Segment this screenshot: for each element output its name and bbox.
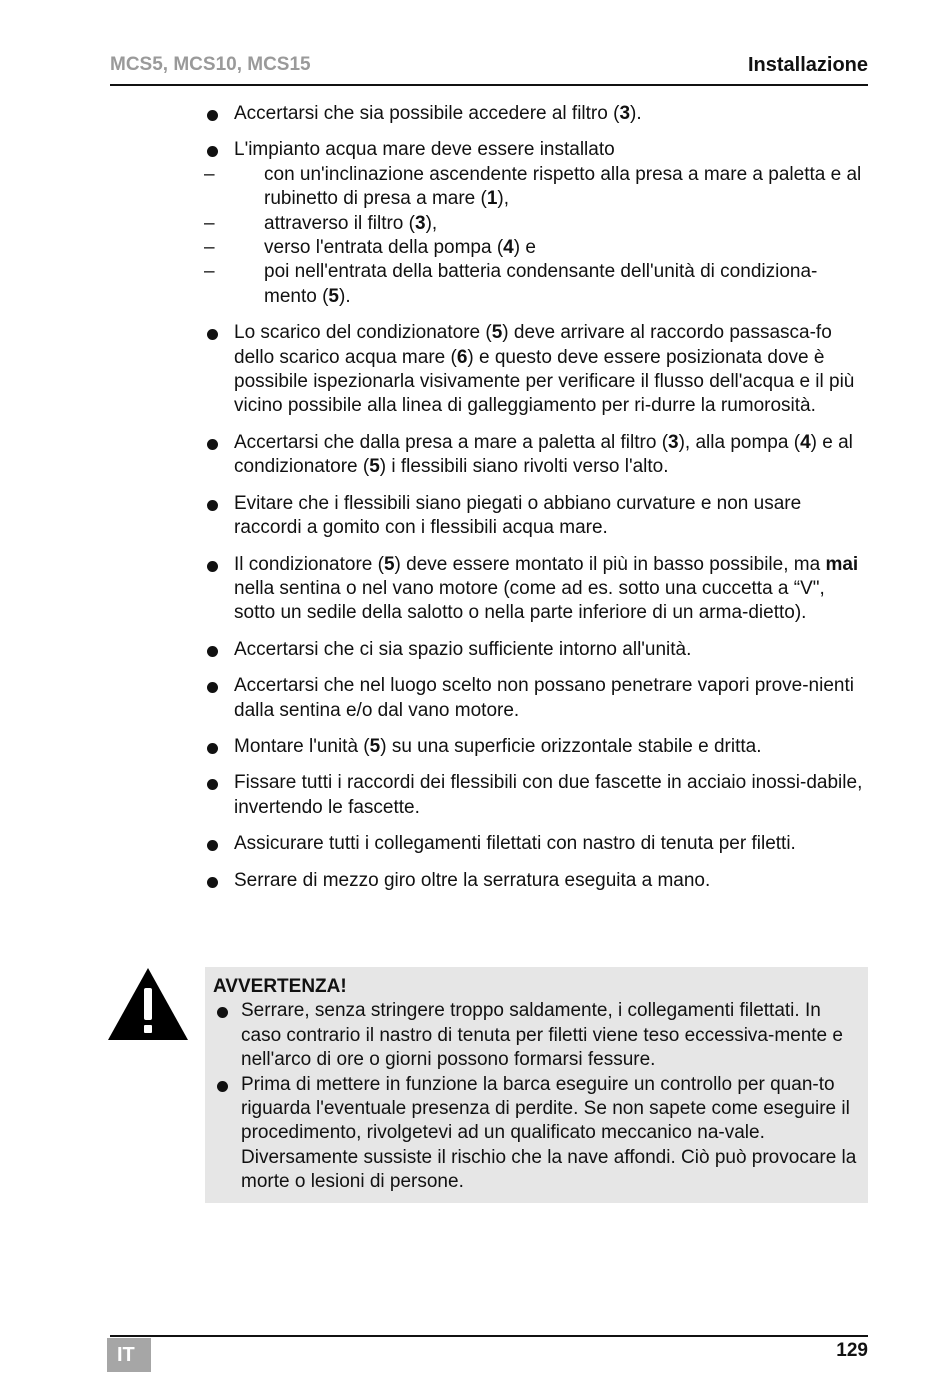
- bullet-icon: [207, 329, 218, 340]
- instruction-list: [204, 102, 868, 905]
- bullet-icon: [207, 146, 218, 157]
- dash-icon: –: [204, 261, 215, 283]
- list-item: Serrare di mezzo giro oltre la serratura eseguita a mano.: [204, 869, 868, 893]
- warning-box: [205, 967, 868, 1203]
- warning-triangle-icon: [106, 966, 190, 1042]
- bullet-icon: [217, 1081, 228, 1092]
- sub-list-item: – attraverso il filtro (3),: [204, 212, 868, 236]
- sub-list: [204, 163, 868, 309]
- footer-divider: [110, 1335, 868, 1337]
- bullet-icon: [207, 779, 218, 790]
- bullet-icon: [207, 646, 218, 657]
- bullet-icon: [207, 743, 218, 754]
- list-item: Accertarsi che ci sia spazio sufficiente intorno all'unità.: [204, 638, 868, 662]
- bullet-icon: [207, 439, 218, 450]
- list-item: Accertarsi che dalla presa a mare a paletta al filtro (3), alla pompa (4) e al condizionatore (5) i flessibili siano rivolti verso l'alto.: [204, 431, 868, 480]
- sub-list-item: – verso l'entrata della pompa (4) e: [204, 236, 868, 260]
- warning-item: Serrare, senza stringere troppo saldamente, i collegamenti filettati. In caso contrario il nastro di tenuta per filetti viene teso eccessiva-mente e nell'arco di ore o giorni possono formarsi fessure.: [213, 999, 858, 1072]
- dash-icon: –: [204, 237, 215, 259]
- header-divider: [110, 84, 868, 86]
- header-models: MCS5, MCS10, MCS15: [110, 54, 311, 75]
- warning-item: Prima di mettere in funzione la barca eseguire un controllo per quan-to riguarda l'eventuale presenza di perdite. Se non sapete come eseguire il procedimento, rivolgetevi ad un qualificato meccanico na-vale. Diversamente sussiste il rischio che la nave affondi. Ciò può provocare la morte o lesioni di persone.: [213, 1073, 858, 1195]
- sub-list-item: – poi nell'entrata della batteria condensante dell'unità di condiziona-mento (5).: [204, 261, 818, 307]
- bullet-icon: [207, 500, 218, 511]
- list-item: Assicurare tutti i collegamenti filettati con nastro di tenuta per filetti.: [204, 832, 868, 856]
- sub-list-item: – con un'inclinazione ascendente rispetto alla presa a mare a paletta e al rubinetto di presa a mare (1),: [204, 163, 862, 210]
- list-item: Accertarsi che nel luogo scelto non possano penetrare vapori prove-nienti dalla sentina e/o dal vano motore.: [204, 674, 868, 723]
- bullet-icon: [207, 877, 218, 888]
- list-item: Evitare che i flessibili siano piegati o abbiano curvature e non usare raccordi a gomito con i flessibili acqua mare.: [204, 492, 868, 541]
- dash-icon: –: [204, 163, 215, 185]
- bullet-icon: [207, 840, 218, 851]
- dash-icon: –: [204, 212, 215, 234]
- header-section-title: Installazione: [747, 54, 868, 76]
- warning-title: AVVERTENZA!: [213, 976, 347, 997]
- list-item: L'impianto acqua mare deve essere installato – con un'inclinazione ascendente rispetto alla presa a mare a paletta e al rubinetto di presa a mare (1), – attraverso il filtro (3), – verso l'entrata della pompa (4) e – poi nell'entrata della batteria condensante dell'unità di condiziona-mento (5).: [204, 138, 868, 309]
- language-badge: IT: [107, 1338, 151, 1372]
- bullet-icon: [207, 561, 218, 572]
- list-item: Montare l'unità (5) su una superficie orizzontale stabile e dritta.: [204, 735, 868, 759]
- list-item: Fissare tutti i raccordi dei flessibili con due fascette in acciaio inossi-dabile, invertendo le fascette.: [204, 771, 868, 820]
- list-item: Il condizionatore (5) deve essere montato il più in basso possibile, ma mai nella sentina o nel vano motore (come ad es. sotto una cuccetta a “V", sotto un sedile della salotto o nella parte inferiore di un arma-dietto).: [204, 553, 868, 626]
- bullet-icon: [207, 110, 218, 121]
- bullet-icon: [217, 1007, 228, 1018]
- list-item: Lo scarico del condizionatore (5) deve arrivare al raccordo passasca-fo dello scarico acqua mare (6) e questo deve essere posizionata dove è possibile ispezionarla visivamente per verificare il flusso dell'acqua e il più vicino possibile alla linea di galleggiamento per ri-durre la rumorosità.: [204, 321, 868, 419]
- list-item: Accertarsi che sia possibile accedere al filtro (3).: [204, 102, 868, 126]
- bullet-icon: [207, 682, 218, 693]
- page-number: 129: [836, 1340, 868, 1361]
